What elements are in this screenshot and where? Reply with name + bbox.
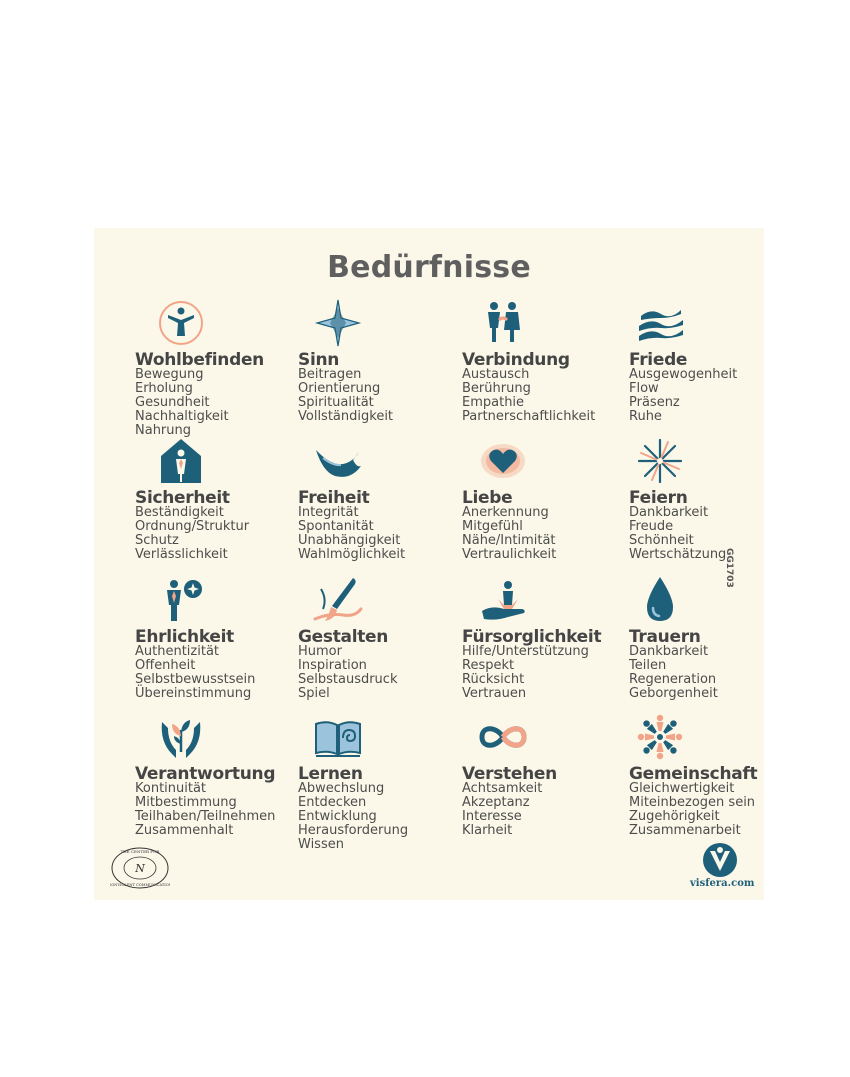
- paintbrush-icon: [313, 575, 363, 625]
- need-item: Präsenz: [629, 395, 680, 410]
- person-star-icon: [156, 575, 206, 625]
- need-item: Bewegung: [135, 367, 204, 382]
- need-item: Nähe/Intimität: [462, 533, 556, 548]
- need-item: Teilhaben/Teilnehmen: [135, 809, 276, 824]
- need-item: Nahrung: [135, 423, 192, 438]
- need-item: Freude: [629, 519, 674, 534]
- need-item: Mitgefühl: [462, 519, 523, 534]
- category-items: [135, 645, 255, 701]
- need-item: Partnerschaftlichkeit: [462, 409, 596, 424]
- need-item: Kontinuität: [135, 781, 207, 796]
- need-item: Klarheit: [462, 823, 513, 838]
- need-item: Geborgenheit: [629, 686, 718, 701]
- need-item: Spontanität: [298, 519, 374, 534]
- need-item: Dankbarkeit: [629, 505, 709, 520]
- need-item: Teilen: [629, 658, 667, 673]
- category-items: [629, 368, 737, 424]
- need-item: Unabhängigkeit: [298, 533, 401, 548]
- person-circle-icon: [156, 298, 206, 348]
- need-item: Zusammenarbeit: [629, 823, 741, 838]
- category-items: [298, 368, 393, 424]
- category-title: Verbindung: [462, 350, 570, 370]
- need-item: Achtsamkeit: [462, 781, 543, 796]
- category-title: Gemeinschaft: [629, 764, 758, 784]
- need-item: Authentizität: [135, 644, 220, 659]
- infinity-icon: [478, 712, 528, 762]
- category-title: Lernen: [298, 764, 363, 784]
- need-item: Interesse: [462, 809, 522, 824]
- category-items: [462, 782, 542, 838]
- category-items: [298, 506, 405, 562]
- need-item: Humor: [298, 644, 342, 659]
- open-book-icon: [313, 712, 363, 762]
- need-item: Beitragen: [298, 367, 362, 382]
- category-items: [298, 645, 397, 701]
- visfera-logo: [690, 842, 755, 889]
- category-items: [629, 782, 755, 838]
- star-icon: [313, 298, 363, 348]
- need-item: Übereinstimmung: [135, 686, 252, 701]
- need-item: Erholung: [135, 381, 193, 396]
- category-title: Feiern: [629, 488, 688, 508]
- need-item: Beständigkeit: [135, 505, 224, 520]
- category-title: Freiheit: [298, 488, 370, 508]
- need-item: Ordnung/Struktur: [135, 519, 250, 534]
- need-item: Nachhaltigkeit: [135, 409, 229, 424]
- hands-plant-icon: [156, 712, 206, 762]
- category-title: Liebe: [462, 488, 513, 508]
- category-items: [629, 506, 726, 562]
- need-item: Berührung: [462, 381, 531, 396]
- firework-icon: [635, 436, 685, 486]
- house-person-icon: [156, 436, 206, 486]
- need-item: Schönheit: [629, 533, 694, 548]
- need-item: Wissen: [298, 837, 344, 852]
- need-item: Schutz: [135, 533, 179, 548]
- need-item: Gleichwertigkeit: [629, 781, 735, 796]
- need-item: Spiel: [298, 686, 330, 701]
- need-item: Entdecken: [298, 795, 367, 810]
- need-item: Austausch: [462, 367, 530, 382]
- need-item: Empathie: [462, 395, 525, 410]
- needs-card: [94, 228, 764, 900]
- heart-icon: [478, 436, 528, 486]
- need-item: Anerkennung: [462, 505, 549, 520]
- category-items: [135, 506, 249, 562]
- category-items: [135, 782, 275, 838]
- category-title: Sicherheit: [135, 488, 230, 508]
- category-title: Sinn: [298, 350, 340, 370]
- visfera-mark-icon: [702, 842, 738, 878]
- people-circle-icon: [635, 712, 685, 762]
- category-items: [135, 368, 229, 438]
- need-item: Gesundheit: [135, 395, 210, 410]
- category-title: Fürsorglichkeit: [462, 627, 602, 647]
- category-title: Verstehen: [462, 764, 557, 784]
- need-item: Wertschätzung: [629, 547, 727, 562]
- need-item: Entwicklung: [298, 809, 377, 824]
- category-items: [462, 368, 595, 424]
- hand-person-icon: [478, 575, 528, 625]
- need-item: Wahlmöglichkeit: [298, 547, 406, 562]
- need-item: Akzeptanz: [462, 795, 530, 810]
- need-item: Orientierung: [298, 381, 381, 396]
- category-title: Gestalten: [298, 627, 389, 647]
- need-item: Hilfe/Unterstützung: [462, 644, 589, 659]
- need-item: Inspiration: [298, 658, 367, 673]
- category-title: Ehrlichkeit: [135, 627, 234, 647]
- need-item: Spiritualität: [298, 395, 374, 410]
- page-title: Bedürfnisse: [327, 250, 531, 285]
- category-title: Trauern: [629, 627, 701, 647]
- need-item: Mitbestimmung: [135, 795, 237, 810]
- need-item: Abwechslung: [298, 781, 385, 796]
- need-item: Respekt: [462, 658, 515, 673]
- need-item: Integrität: [298, 505, 359, 520]
- category-title: Wohlbefinden: [135, 350, 264, 370]
- need-item: Vollständigkeit: [298, 409, 394, 424]
- two-people-icon: [478, 298, 528, 348]
- need-item: Selbstbewusstsein: [135, 672, 256, 687]
- document-code: GG1703: [724, 548, 734, 588]
- need-item: Rücksicht: [462, 672, 525, 687]
- category-title: Verantwortung: [135, 764, 276, 784]
- brand-name: visfera.com: [690, 878, 755, 889]
- waves-icon: [635, 298, 685, 348]
- need-item: Miteinbezogen sein: [629, 795, 756, 810]
- need-item: Vertrauen: [462, 686, 527, 701]
- svg-text:N: N: [135, 862, 145, 875]
- category-title: Friede: [629, 350, 688, 370]
- need-item: Dankbarkeit: [629, 644, 709, 659]
- need-item: Regeneration: [629, 672, 717, 687]
- need-item: Verlässlichkeit: [135, 547, 228, 562]
- need-item: Ausgewogenheit: [629, 367, 738, 382]
- svg-text:NONVIOLENT COMMUNICATION: NONVIOLENT COMMUNICATION: [110, 883, 170, 887]
- need-item: Offenheit: [135, 658, 196, 673]
- need-item: Zusammenhalt: [135, 823, 234, 838]
- need-item: Ruhe: [629, 409, 662, 424]
- drop-icon: [635, 575, 685, 625]
- need-item: Flow: [629, 381, 659, 396]
- need-item: Herausforderung: [298, 823, 409, 838]
- need-item: Zugehörigkeit: [629, 809, 720, 824]
- need-item: Selbstausdruck: [298, 672, 398, 687]
- swallow-icon: [313, 436, 363, 486]
- category-items: [462, 645, 589, 701]
- need-item: Vertraulichkeit: [462, 547, 557, 562]
- cnvc-seal-logo: [110, 846, 170, 890]
- category-items: [629, 645, 718, 701]
- category-items: [298, 782, 408, 852]
- category-items: [462, 506, 556, 562]
- svg-text:THE CENTER FOR: THE CENTER FOR: [120, 849, 160, 854]
